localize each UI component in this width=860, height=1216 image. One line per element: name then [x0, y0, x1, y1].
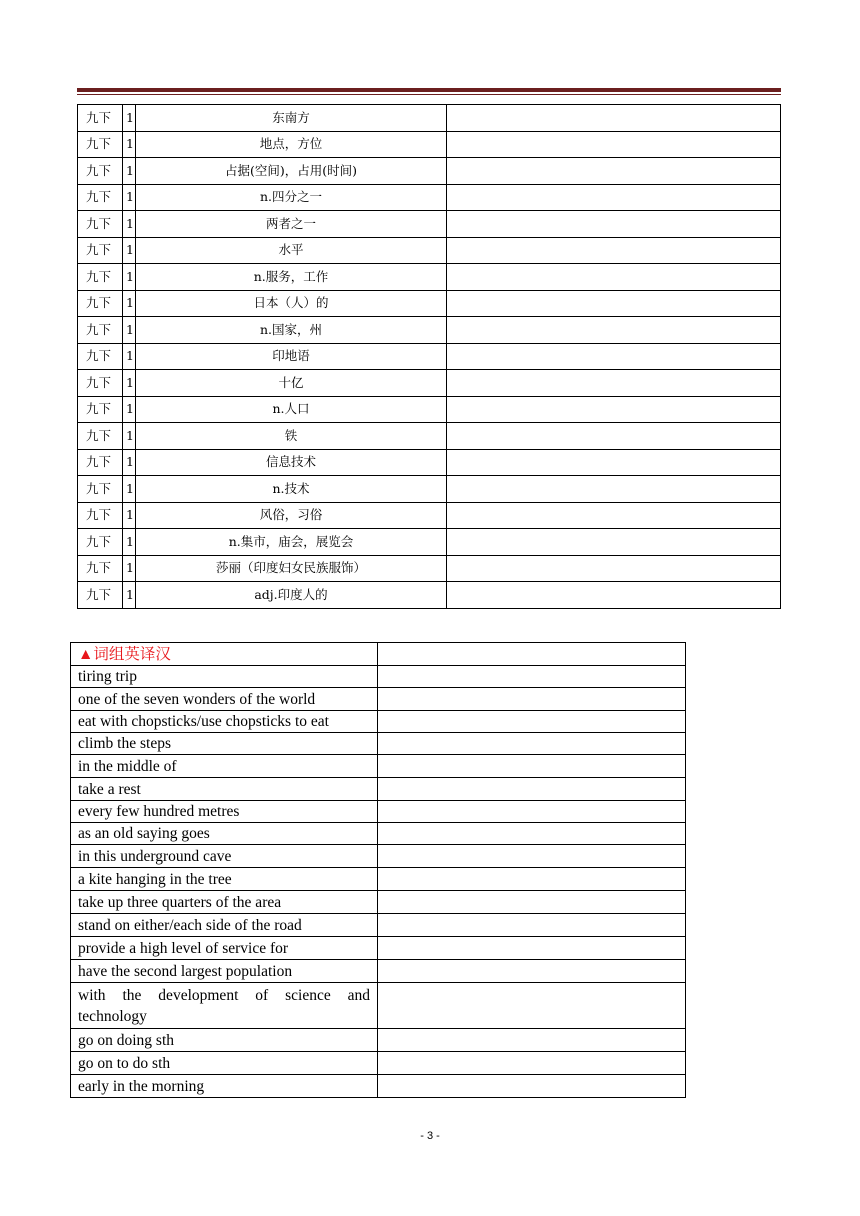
vocab-row	[78, 317, 781, 344]
vocab-answer-blank	[447, 555, 781, 582]
vocab-row	[78, 370, 781, 397]
vocab-unit-cell: 1	[123, 423, 136, 450]
vocab-row	[78, 290, 781, 317]
phrase-text: every few hundred metres	[71, 801, 378, 823]
vocab-meaning-cell: n.人口	[136, 396, 447, 423]
vocab-answer-blank	[447, 317, 781, 344]
vocab-meaning-cell: adj.印度人的	[136, 582, 447, 609]
translation-blank	[378, 823, 686, 845]
vocab-meaning-cell: n.四分之一	[136, 184, 447, 211]
vocab-answer-blank	[447, 211, 781, 238]
phrase-text: one of the seven wonders of the world	[71, 688, 378, 711]
vocab-answer-blank	[447, 131, 781, 158]
vocab-answer-blank	[447, 449, 781, 476]
phrase-row	[71, 891, 686, 914]
translation-blank	[378, 891, 686, 914]
vocab-meaning-cell: n.集市，庙会，展览会	[136, 529, 447, 556]
vocab-meaning-cell: 莎丽（印度妇女民族服饰）	[136, 555, 447, 582]
vocab-unit-cell: 1	[123, 158, 136, 185]
vocab-grade-cell: 九下	[78, 158, 123, 185]
vocab-row	[78, 343, 781, 370]
vocab-meaning-cell: 风俗，习俗	[136, 502, 447, 529]
phrase-row	[71, 1029, 686, 1052]
vocab-answer-blank	[447, 476, 781, 503]
translation-blank	[378, 1052, 686, 1075]
vocab-unit-cell: 1	[123, 131, 136, 158]
vocab-unit-cell: 1	[123, 237, 136, 264]
phrase-text: go on doing sth	[71, 1029, 378, 1052]
translation-blank	[378, 868, 686, 891]
vocab-row	[78, 264, 781, 291]
vocab-unit-cell: 1	[123, 105, 136, 132]
phrase-row	[71, 914, 686, 937]
phrase-row	[71, 845, 686, 868]
translation-blank	[378, 688, 686, 711]
vocab-row	[78, 555, 781, 582]
phrase-text: in this underground cave	[71, 845, 378, 868]
phrase-text: take a rest	[71, 778, 378, 801]
phrase-row	[71, 960, 686, 983]
translation-blank	[378, 845, 686, 868]
vocab-unit-cell: 1	[123, 449, 136, 476]
vocab-meaning-cell: 水平	[136, 237, 447, 264]
phrase-row	[71, 711, 686, 733]
header-rule-thin	[77, 94, 781, 95]
vocab-row	[78, 502, 781, 529]
vocab-grade-cell: 九下	[78, 529, 123, 556]
vocab-answer-blank	[447, 423, 781, 450]
vocab-unit-cell: 1	[123, 555, 136, 582]
vocab-meaning-cell: n.技术	[136, 476, 447, 503]
phrase-row	[71, 755, 686, 778]
vocab-answer-blank	[447, 502, 781, 529]
vocab-meaning-cell: n.国家，州	[136, 317, 447, 344]
phrase-text: a kite hanging in the tree	[71, 868, 378, 891]
phrase-row	[71, 868, 686, 891]
translation-blank	[378, 983, 686, 1029]
vocab-grade-cell: 九下	[78, 237, 123, 264]
vocab-unit-cell: 1	[123, 264, 136, 291]
phrase-text: as an old saying goes	[71, 823, 378, 845]
translation-blank	[378, 914, 686, 937]
vocab-answer-blank	[447, 582, 781, 609]
translation-blank	[378, 755, 686, 778]
vocab-grade-cell: 九下	[78, 476, 123, 503]
vocab-row	[78, 449, 781, 476]
page-number: - 3 -	[420, 1130, 440, 1142]
vocab-grade-cell: 九下	[78, 317, 123, 344]
vocab-row	[78, 423, 781, 450]
translation-blank	[378, 960, 686, 983]
vocab-unit-cell: 1	[123, 343, 136, 370]
vocab-row	[78, 582, 781, 609]
phrase-text: have the second largest population	[71, 960, 378, 983]
vocab-grade-cell: 九下	[78, 131, 123, 158]
translation-blank	[378, 937, 686, 960]
phrase-text: eat with chopsticks/use chopsticks to eat	[71, 711, 378, 733]
vocab-table-body	[78, 105, 781, 609]
vocab-unit-cell: 1	[123, 370, 136, 397]
phrase-row	[71, 801, 686, 823]
vocab-meaning-cell: 地点，方位	[136, 131, 447, 158]
vocab-row	[78, 184, 781, 211]
vocab-table	[77, 104, 781, 609]
vocab-grade-cell: 九下	[78, 555, 123, 582]
phrase-text: early in the morning	[71, 1075, 378, 1098]
vocab-grade-cell: 九下	[78, 290, 123, 317]
vocab-row	[78, 396, 781, 423]
vocab-grade-cell: 九下	[78, 370, 123, 397]
vocab-unit-cell: 1	[123, 317, 136, 344]
vocab-grade-cell: 九下	[78, 264, 123, 291]
vocab-unit-cell: 1	[123, 476, 136, 503]
vocab-grade-cell: 九下	[78, 211, 123, 238]
vocab-grade-cell: 九下	[78, 502, 123, 529]
vocab-meaning-cell: 十亿	[136, 370, 447, 397]
vocab-unit-cell: 1	[123, 502, 136, 529]
phrase-row	[71, 823, 686, 845]
vocab-meaning-cell: 信息技术	[136, 449, 447, 476]
vocab-answer-blank	[447, 184, 781, 211]
vocab-unit-cell: 1	[123, 582, 136, 609]
phrase-table-body	[71, 643, 686, 1098]
vocab-unit-cell: 1	[123, 529, 136, 556]
vocab-unit-cell: 1	[123, 211, 136, 238]
vocab-meaning-cell: 印地语	[136, 343, 447, 370]
translation-blank	[378, 801, 686, 823]
vocab-answer-blank	[447, 343, 781, 370]
vocab-answer-blank	[447, 529, 781, 556]
vocab-unit-cell: 1	[123, 396, 136, 423]
translation-blank	[378, 733, 686, 755]
phrase-row	[71, 666, 686, 688]
phrase-section-header: ▲词组英译汉	[71, 643, 378, 666]
vocab-meaning-cell: 两者之一	[136, 211, 447, 238]
vocab-row	[78, 476, 781, 503]
vocab-meaning-cell: 东南方	[136, 105, 447, 132]
phrase-text: with the development of science and technology	[71, 983, 378, 1029]
vocab-meaning-cell: n.服务，工作	[136, 264, 447, 291]
vocab-row	[78, 211, 781, 238]
vocab-grade-cell: 九下	[78, 184, 123, 211]
phrase-text: tiring trip	[71, 666, 378, 688]
phrase-text: stand on either/each side of the road	[71, 914, 378, 937]
vocab-answer-blank	[447, 396, 781, 423]
vocab-row	[78, 158, 781, 185]
phrase-header-row	[71, 643, 686, 666]
phrase-row	[71, 983, 686, 1029]
vocab-answer-blank	[447, 290, 781, 317]
phrase-text: take up three quarters of the area	[71, 891, 378, 914]
phrase-row	[71, 1075, 686, 1098]
vocab-row	[78, 131, 781, 158]
vocab-grade-cell: 九下	[78, 582, 123, 609]
phrase-row	[71, 733, 686, 755]
vocab-grade-cell: 九下	[78, 105, 123, 132]
header-rule-thick	[77, 88, 781, 92]
phrase-row	[71, 778, 686, 801]
vocab-row	[78, 105, 781, 132]
vocab-answer-blank	[447, 370, 781, 397]
vocab-answer-blank	[447, 264, 781, 291]
phrase-row	[71, 688, 686, 711]
translation-blank	[378, 666, 686, 688]
vocab-unit-cell: 1	[123, 290, 136, 317]
vocab-grade-cell: 九下	[78, 396, 123, 423]
translation-blank	[378, 643, 686, 666]
vocab-meaning-cell: 铁	[136, 423, 447, 450]
vocab-meaning-cell: 日本（人）的	[136, 290, 447, 317]
vocab-grade-cell: 九下	[78, 423, 123, 450]
vocab-meaning-cell: 占据(空间)，占用(时间)	[136, 158, 447, 185]
translation-blank	[378, 1075, 686, 1098]
phrase-text: climb the steps	[71, 733, 378, 755]
vocab-answer-blank	[447, 237, 781, 264]
translation-blank	[378, 711, 686, 733]
phrase-text: in the middle of	[71, 755, 378, 778]
vocab-unit-cell: 1	[123, 184, 136, 211]
phrase-text: provide a high level of service for	[71, 937, 378, 960]
translation-blank	[378, 778, 686, 801]
vocab-grade-cell: 九下	[78, 343, 123, 370]
vocab-row	[78, 529, 781, 556]
vocab-answer-blank	[447, 105, 781, 132]
phrase-row	[71, 1052, 686, 1075]
vocab-row	[78, 237, 781, 264]
phrase-text: go on to do sth	[71, 1052, 378, 1075]
translation-blank	[378, 1029, 686, 1052]
phrase-row	[71, 937, 686, 960]
phrase-table	[70, 642, 686, 1098]
vocab-answer-blank	[447, 158, 781, 185]
vocab-grade-cell: 九下	[78, 449, 123, 476]
